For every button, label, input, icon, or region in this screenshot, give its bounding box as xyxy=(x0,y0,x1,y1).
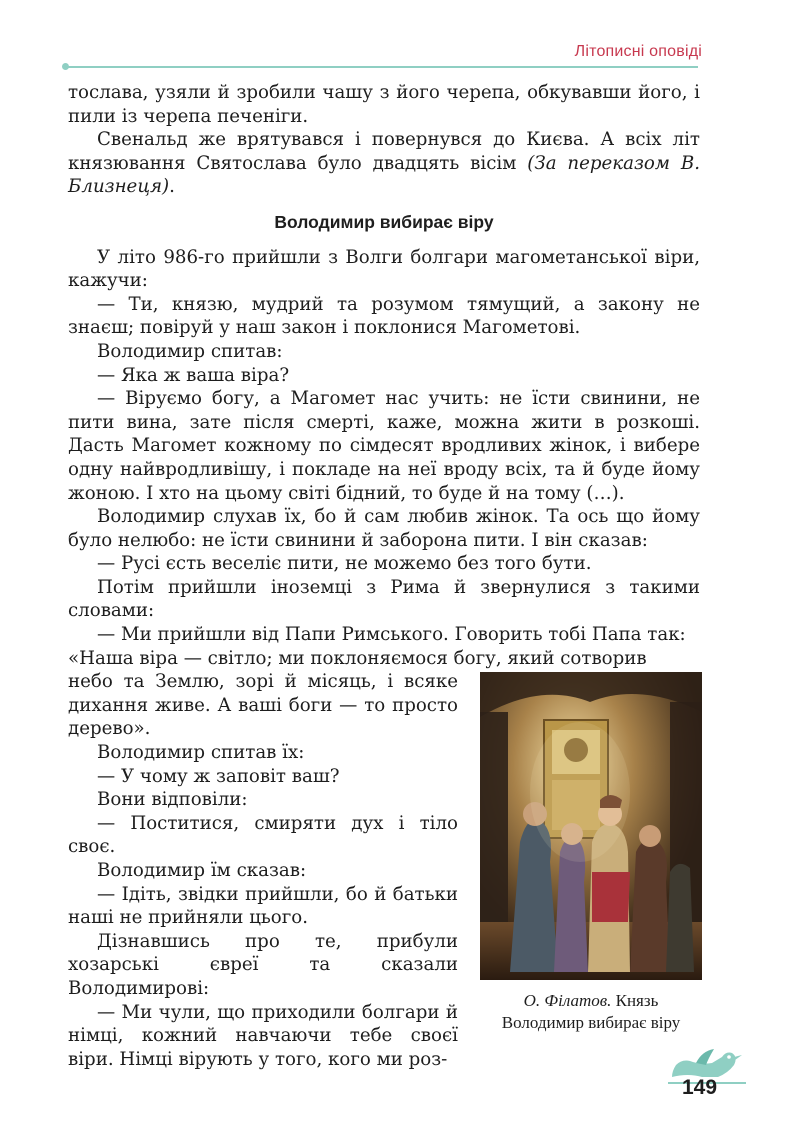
caption-title-line1: Князь xyxy=(615,991,659,1010)
paragraph: — У чому ж заповіт ваш? xyxy=(97,765,340,787)
page-number: 149 xyxy=(682,1076,718,1099)
paragraph: — Яка ж ваша віра? xyxy=(97,364,290,386)
paragraph: Володимир спитав їх: xyxy=(97,742,305,764)
sentence-end: . xyxy=(169,176,175,198)
source-reference: (За переказом В. Близнеця) xyxy=(68,152,700,198)
paragraph: — Ми чули, що приходили болгари й німці, кожний навчаючи тебе своєї віри. Німці вірують у того, кого ми роз- xyxy=(68,1001,458,1070)
running-header xyxy=(0,0,800,72)
paragraph-svenald xyxy=(68,128,700,199)
header-rule xyxy=(66,66,698,68)
paragraph: У літо 986-го прийшли з Волги болгари магометанської віри, кажучи: xyxy=(68,246,700,292)
paragraph: Вони відповіли: xyxy=(97,789,248,811)
section-title: Літописні оповіді xyxy=(574,43,702,60)
paragraph: небо та Землю, зорі й місяць, і всяке дихання живе. А ваші боги — то просто дерево». xyxy=(68,671,458,740)
paragraph: Володимир спитав: xyxy=(97,340,283,362)
wrapped-text-column xyxy=(68,670,458,1071)
paragraph: — Поститися, смиряти дух і тіло своє. xyxy=(68,812,458,858)
caption-title-line2: Володимир вибирає віру xyxy=(501,1013,681,1032)
paragraph-text: Свенальд же врятувався і повернувся до Києва. А всіх літ князювання Святослава було двадцять вісім xyxy=(68,129,700,174)
paragraph: — Ти, князю, мудрий та розумом тямущий, а закону не знаєш; повіруй у наш закон і поклонися Магометові. xyxy=(68,293,700,339)
paragraph: — Ми прийшли від Папи Римського. Говорить тобі Папа так: xyxy=(97,624,686,646)
paragraph: «Наша віра — світло; ми поклоняємося богу, який сотворив xyxy=(68,647,647,669)
caption-author: О. Філатов. xyxy=(523,991,612,1010)
paragraph: Дізнавшись про те, прибули хозарські євреї та сказали Володимирові: xyxy=(68,930,458,999)
figure-caption xyxy=(480,990,702,1034)
paragraph: — Віруємо богу, а Магомет нас учить: не їсти свинини, не пити вина, зате після смерті, каже, можна жити в розкоші. Дасть Магомет кожному по сімдесят вродливих жінок, і вибере одну найвродливішу, і покладе на неї вроду всіх, та й буде йому жоною. І хто на цьому світі бідний, то буде й на тому (…). xyxy=(68,388,700,504)
paragraph: Потім прийшли іноземці з Рима й звернулися з такими словами: xyxy=(68,576,700,622)
paragraph: Володимир їм сказав: xyxy=(97,860,307,881)
paragraph: тослава, узяли й зробили чашу з його черепа, обкувавши його, і пили із черепа печеніги. xyxy=(68,82,700,127)
painting-image xyxy=(480,672,702,980)
figure xyxy=(480,672,702,1034)
paragraph: Володимир слухав їх, бо й сам любив жінок. Та ось що йому було нелюбо: не їсти свинини й заборона пити. І він сказав: xyxy=(68,506,700,551)
paragraph: — Русі єсть веселіє пити, не можемо без того бути. xyxy=(97,553,592,575)
paragraph: — Ідіть, звідки прийшли, бо й батьки наші не прийняли цього. xyxy=(68,883,458,929)
story-heading: Володимир вибирає віру xyxy=(274,211,494,232)
